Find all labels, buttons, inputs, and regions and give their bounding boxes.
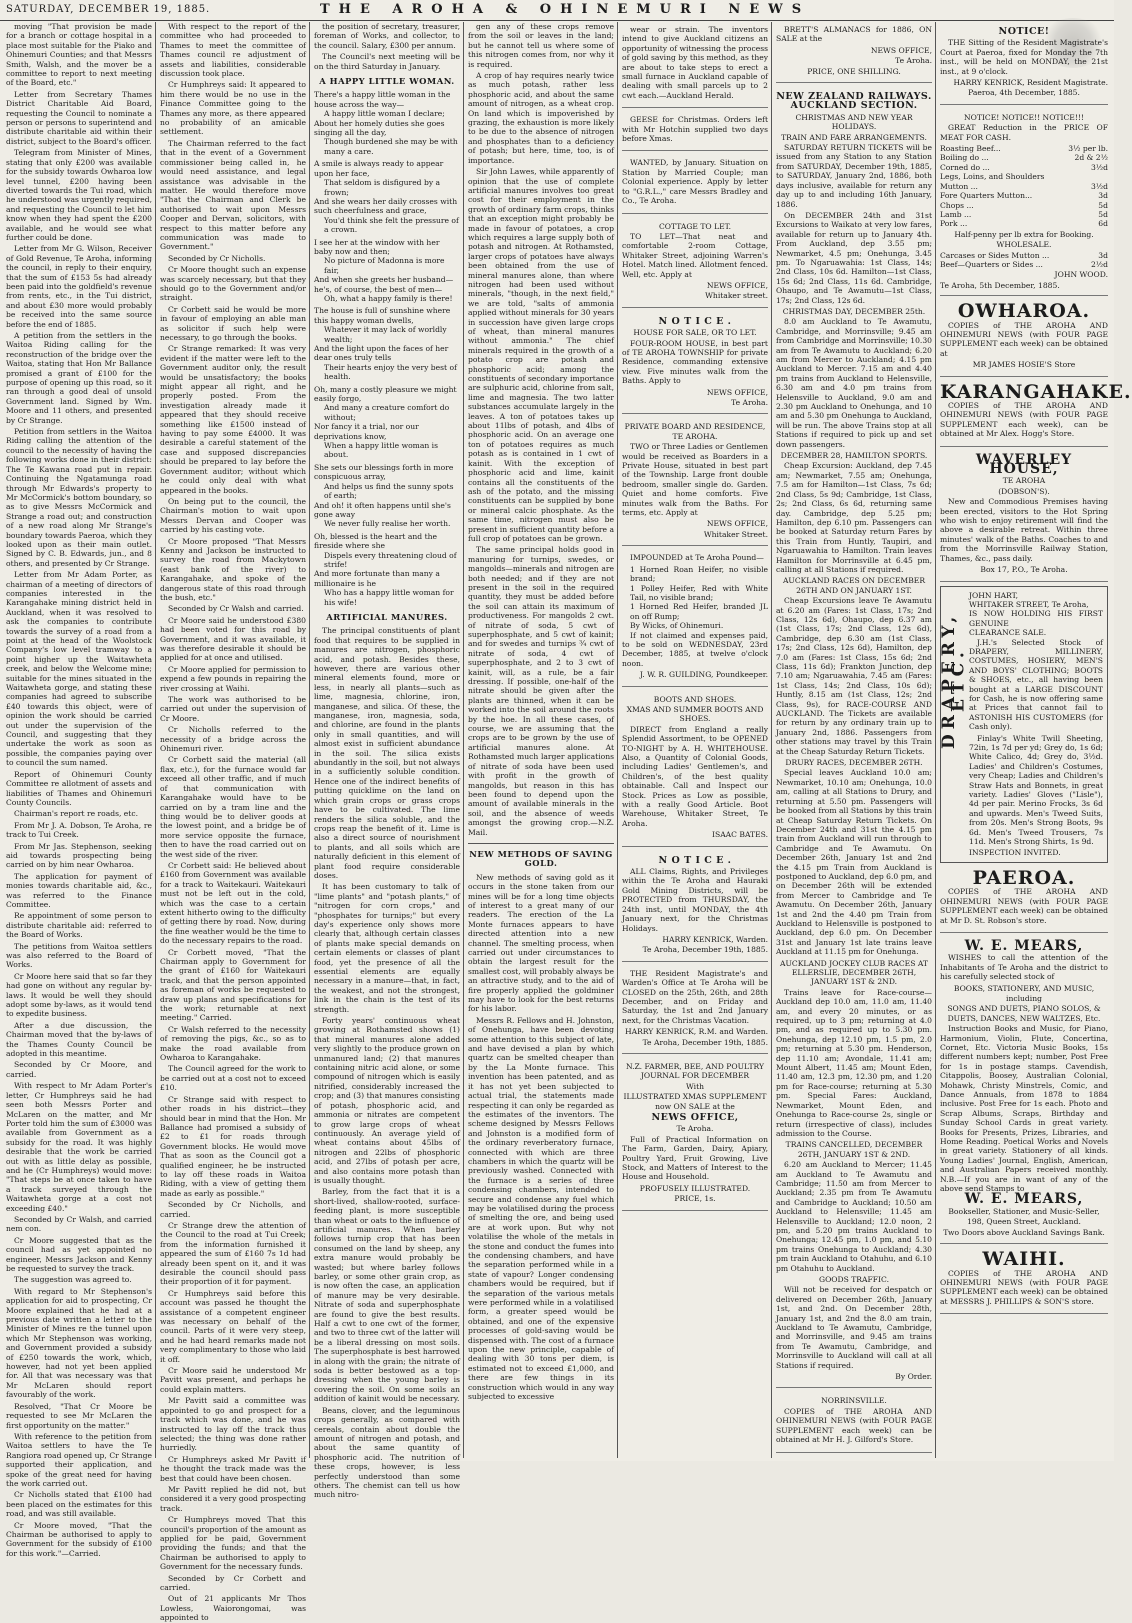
paragraph: Beans, clover, and the leguminous crops generally, as compared with cereals, contain about double the amount of nitrogen and potash, and about the same quantity of phosphoric acid. The nutrition of these crops, however, is less perfectly understood than some others. The chemist can tell us how much nitro- <box>314 1405 460 1500</box>
price-item: Carcases or Sides Mutton ... <box>940 250 1050 260</box>
list-item: 1 Horned Red Heifer, branded JL on off Rump; <box>630 602 768 621</box>
poem-line: Dispels every threatening cloud of strife! <box>324 550 457 569</box>
article-heading: A HAPPY LITTLE WOMAN. <box>319 76 455 87</box>
poem-line: And the light upon the faces of her dear ones truly tells <box>314 344 449 363</box>
ad-text: COPIES of THE AROHA AND OHINEMURI NEWS (with FOUR PAGE SUPPLEMENT each week) can be obtained at Mr D. St. Robson's store. <box>940 887 1108 925</box>
paragraph: Mr Pavitt replied he did not, but considered it a very good prospecting track. <box>160 1484 306 1513</box>
ad-heading: WAVERLEY HOUSE, <box>975 451 1073 478</box>
ad-subheading: IS NOW HOLDING HIS FIRST GENUINE <box>969 609 1103 628</box>
paragraph: The work was authorised to be carried out under the supervision of Cr Moore. <box>160 695 306 723</box>
price-row <box>940 260 1108 269</box>
poem-line: And she wears her daily crosses with such cheerfulness and grace, <box>314 196 458 216</box>
ad-heading: NOTICE! NOTICE!! NOTICE!!! <box>963 112 1084 122</box>
columns <box>0 22 1132 1623</box>
ad-john-hart <box>940 586 1108 863</box>
ad-heading: NEW ZEALAND RAILWAYS. AUCKLAND SECTION. <box>776 91 932 112</box>
poem-line: Their hearts enjoy the very best of health. <box>324 362 457 382</box>
ad-subheading: AUCKLAND JOCKEY CLUB RACES AT ELLERSLIE, DECEMBER 26TH, JANUARY 1ST & 2ND. <box>780 958 928 987</box>
paragraph: New methods of saving gold as it occurs in the stone taken from our mines will be for a long time objects of interest to a great many of our readers. The erection of the La Monte furnaces appears to have directed attention into a new channel. The smelting process, when carried out under circumstances to obtain the largest result for the smallest cost, will probably always be an attractive study, and to the aid of fire properly applied the goldminer may have to look for the best returns for his labor. <box>468 872 614 1014</box>
price-item: Pork ... <box>940 219 968 229</box>
paragraph: Cr Corbett said he would be more in favour of employing an able man as solicitor if such help were necessary, to go through the books. <box>160 304 306 342</box>
ad-office: NEWS OFFICE, <box>651 1112 739 1123</box>
paragraph: Cr Strange remarked: It was very evident if the matter were left to the Government auditor only, the result would be unsatisfactory; the books might appear all right, and he properly posted. From the investigation already made it appeared that they should receive something like £1500 instead of having to pay some £4000. It was desirable a careful statement of the case and supposed discrepancies should be prepared to lay before the Government auditor; without which he could only deal with what appeared in the books. <box>160 344 306 495</box>
ad-text: BRETT'S ALMANACS for 1886, ON SALE at the <box>776 25 932 44</box>
ad-note: Half-penny per lb extra for Booking. <box>954 229 1094 239</box>
paragraph: Cr Humphreys said: It appeared to him there would be no use in the Finance Committee going to the Thames any more, as there appeared no probability of an amicable settlement. <box>160 80 306 137</box>
poem-line: I see her at the window with her baby now and then; <box>314 237 440 256</box>
paragraph: The application for payment of monies towards charitable aid, &c., was referred to the Finance Committee. <box>6 871 152 909</box>
poem-line: And when she greets her husband—he's, of course, the best of men— <box>314 275 454 294</box>
price-row <box>940 201 1108 210</box>
ad-text: WISHES to call the attention of the Inhabitants of Te Aroha and the district to his carefully selected stock of <box>940 953 1108 982</box>
paragraph: Seconded by Cr Nicholls, and carried. <box>160 1200 306 1219</box>
paragraph: With respect to the report of the committee who had proceeded to Thames to meet the committee of Thames council re adjustment of assets and liabilities, considerable discussion took place. <box>160 22 306 79</box>
ad-date: Te Aroha, 5th December, 1885. <box>940 280 1060 290</box>
paragraph: Forty years' continuous wheat growing at Rothamsted shows (1) that mineral manures alone added very slightly to the produce grown on unmanured land; (2) that manures containing nitric acid alone, or some compound of nitrogen which is easily nitrified, considerably increased the crop; and (3) that manures consisting of potash, phosphoric acid, and ammonia or nitrates are competent to grow large crops of wheat continuously. An average yield of wheat contains about 45lbs of nitrogen and 22lbs of phosphoric acid, and 27lbs of potash per acre, and also contains more potash than is usually thought. <box>314 1016 460 1185</box>
ad-text: If not claimed and expenses paid, to be sold on WEDNESDAY, 23rd December, 1885, at twelve o'clock noon. <box>622 630 768 668</box>
ad-signature: NEWS OFFICE, <box>706 387 768 397</box>
paragraph: Cr Strange drew the attention of the Council to the road at Tui Creek; from the information furnished it appeared the sum of £160 7s 1d had already been spent on it, and it was desirable the council should pass their proportion of it for payment. <box>160 1220 306 1287</box>
paragraph: A crop of hay requires nearly twice as much potash, rather less phosphoric acid, and about the same amount of nitrogen, as a wheat crop. On land which is impoverished by grazing, the exhaustion is more likely to be due to the absence of nitrogen and phosphates than to a deficiency of potash; but here, time, too, is of importance. <box>468 71 614 165</box>
paragraph: the position of secretary, treasurer, foreman of Works, and collector, to the council. Salary, £300 per annum. <box>314 22 460 50</box>
ad-sale: CLEARANCE SALE. <box>969 628 1047 638</box>
poem-line: You'd think she felt the pressure of a crown. <box>324 215 459 235</box>
price-value: 3d <box>1098 250 1108 260</box>
ad-text: TWO or Three Ladies or Gentlemen would be received as Boarders in a Private House, situated in best part of the Township. Large front double bedroom, smaller single do. Garden. Quiet and home comforts. Five minutes walk from the Baths. For terms, etc. Apply at <box>622 442 768 518</box>
ad-town: Te Aroha. <box>895 56 932 66</box>
poem-line: There's a happy little woman in the house across the way— <box>314 90 451 109</box>
paragraph: Cr Humphreys asked Mr Pavitt if he thought the track made was the best that could have been chosen. <box>160 1454 306 1483</box>
ad-office-closed <box>622 966 768 1054</box>
ad-subheading: CHRISTMAS DAY, DECEMBER 25th. <box>782 306 926 316</box>
town-heading: OWHAROA. <box>957 300 1091 323</box>
ad-subheading: TRAINS CANCELLED, DECEMBER 26TH, JANUARY 1ST & 2ND. <box>785 1140 923 1159</box>
ad-farmer-journal <box>622 1058 768 1211</box>
ad-text: With <box>685 1081 705 1091</box>
paragraph: After a due discussion, the Chairman moved that the by-laws of the Thames County Council be adopted in this meantime. <box>6 1020 152 1059</box>
poem-line: And oh! it often happens until she's gone away <box>314 500 451 519</box>
paragraph: Seconded by Cr Walsh, and carried nem con. <box>6 1214 152 1234</box>
paragraph: Telegram from Minister of Mines, stating that only £200 was available for the subsidy towards Owharoa low level tunnel, £200 having been diverted towards the Tui road, which he understood was urgently required, and requesting the Council to let him know when they had spent the £200 available, and he would see what further could be done. <box>6 148 152 242</box>
ad-waverley <box>940 451 1108 582</box>
ad-heading: NORRINSVILLE. <box>821 1396 887 1406</box>
poem-line: Though burdened she may be with many a care. <box>324 137 458 156</box>
ad-invite: INSPECTION INVITED. <box>969 848 1061 858</box>
ad-text: GEESE for Christmas. Orders left with Mr Hotchin supplied two days before Xmas. <box>622 115 768 144</box>
price-item: Legs, Loins, and Shoulders <box>940 172 1045 182</box>
column-2 <box>160 22 306 1623</box>
price-row <box>940 191 1108 200</box>
poem-line: And more fortunate than many a millionaire is he <box>314 569 440 588</box>
ad-text: Two Doors above Auckland Savings Bank. <box>943 1227 1105 1237</box>
ad-address: WHITAKER STREET, Te Aroha, <box>969 599 1089 609</box>
ad-text: ALL Claims, Rights, and Privileges within the Te Aroha and Hauraki Gold Mining Districts, will be PROTECTED from THURSDAY, the 24th inst, until MONDAY, the 4th January next, for the Christmas Holidays. <box>622 867 768 933</box>
ad-heading: N O T I C E . <box>658 315 732 327</box>
ad-subheading: (DOBSON'S). <box>998 486 1050 496</box>
ad-signature: Whitaker street. <box>705 291 768 301</box>
price-row <box>940 210 1108 219</box>
paragraph: The Chairman referred to the fact that in the event of a Government commissioner being called in, he would need assistance, and legal assistance was advisable in the matter. He would therefore move "That the Chairman and Clerk be authorised to wait upon Messrs Cooper and Dervan, solicitors, with respect to this matter before any communication was made to Government." <box>160 138 306 252</box>
price-row <box>940 163 1108 172</box>
article-heading: NEW METHODS OF SAVING GOLD. <box>469 848 613 869</box>
poem-line: That seldom is disfigured by a frown; <box>324 178 441 197</box>
newspaper-title: THE AROHA & OHINEMURI NEWS <box>320 2 811 17</box>
ad-signature: HARRY KENRICK, Resident Magistrate. <box>953 78 1108 88</box>
ad-subheading: CHRISTMAS AND NEW YEAR HOLIDAYS. <box>795 112 913 132</box>
ad-address: 198, Queen Street, Auckland. <box>967 1217 1081 1227</box>
town-heading: PAEROA. <box>972 866 1076 889</box>
price-value: 2½d <box>1090 259 1108 269</box>
ad-text: TO LET—That neat and comfortable 2-room Cottage, Whitaker Street, adjoining Warren's Hotel. Match lined. Allotment fenced. Well, etc. Apply at <box>622 231 768 279</box>
poem-line: A happy little woman I declare; <box>324 109 445 119</box>
price-value: 5d <box>1098 209 1108 219</box>
ad-mears <box>940 937 1108 1244</box>
ad-text: COPIES of THE AROHA AND OHINEMURI NEWS (with FOUR PAGE SUPPLEMENT each week) can be obtained at MESSRS J. PHILLIPS & SON'S store. <box>940 1268 1108 1306</box>
poem-line: Whatever it may lack of worldly wealth; <box>324 325 447 344</box>
price-list <box>940 144 1108 229</box>
column-rule <box>935 22 936 1458</box>
ad-heading: COTTAGE TO LET. <box>658 221 732 231</box>
ad-paeroa <box>940 867 1108 933</box>
price-item: Mutton ... <box>940 181 978 191</box>
paragraph: Letter from Mr Adam Porter, as chairman of a meeting of directors of companies interested in the Karangahake mining district held in Auckland, when it was resolved to ask the companies to contribute towards the survey of a road from a point at the head of the Woolstock Company's low level tramway to a point higher up the Waitawheta creek, and below the Welcome mine; suitable for the mines situated in the Waitawheta gorge, and stating these companies had agreed to subscribe £40 towards this object, were of opinion the work should be carried out under the supervision of the Council, and suggesting that they undertake the work as soon as possible, the companies paying over to council the sum named. <box>6 570 152 768</box>
list-item: By Wicks, of Ohinemuri. <box>630 621 724 631</box>
masthead <box>0 0 1114 21</box>
price-item: Roasting Beef... <box>940 144 1001 154</box>
paragraph: Cr Strange said with respect to other roads in his district—they should bear in mind that the Hon. Mr Ballance had promised a subsidy of £2 to £1 for roads through Government blocks. He would move That as soon as the Council got a qualified engineer, he be instructed to lay off these roads in Waitoa Riding, with a view of getting them made as early as possible." <box>160 1094 306 1198</box>
paragraph: It has been customary to talk of "lime plants" and "potash plants," of "nitrogen for corn crops," and "phosphates for turnips;" but every day's experience only shows more clearly that, although certain classes of plants make special demands on certain elements or classes of plant food, yet the presence of all the essential elements are equally necessary in a manure—that, in fact, the weakest, and not the strongest, link in the chain is the test of its strength. <box>314 882 460 1014</box>
ad-geese <box>622 112 768 151</box>
paragraph: Cr Moore suggested that as the council had as yet appointed no engineer, Messrs Jackson and Kenny be requested to survey the track. <box>6 1235 152 1273</box>
column-7 <box>939 22 1132 1458</box>
paragraph: Cr Nicholls stated that £100 had been placed on the estimates for this road, and was still available. <box>6 1490 152 1519</box>
paragraph: The same principal holds good in manuring for turnips, swedes, or mangolds—minerals and nitrogen are both needed; and if they are not present in the soil in the required quantity, they must be added before the soil can attain its maximum of productiveness. For mangolds 2 cwt. of nitrate of soda, 5 cwt of superphosphate, and 5 cwt of kainit; and for swedes and turnips ¾ cwt of nitrate of soda, 4 cwt of superphosphate, and 2 to 3 cwt of kainit, will, as a rule, be a fair dressing. If possible, one-half of the nitrate should be given after the plants are thinned, when it can be worked into the soil around the roots by the hoe. In all these cases, of course, we are assuming that the crops are to be grown by the use of artificial manures alone. At Rothamsted much larger applications of nitrate of soda have been used with profit in the growth of mangolds, but reason in this has been found to depend upon the amount of available minerals in the soil, and the absence of weeds amongst the growing crop.—N.Z. Mail. <box>468 545 614 837</box>
ad-address: Box 17, P.O., Te Aroha. <box>980 565 1068 575</box>
ad-subheading: DECEMBER 28, HAMILTON SPORTS. <box>780 451 928 461</box>
ad-text: including <box>1006 993 1042 1003</box>
price-value: 6d <box>1098 219 1108 229</box>
price-value: 3½ per lb. <box>1068 144 1108 154</box>
poem-line: About her homely duties she goes singing all the day, <box>314 118 445 138</box>
ad-wanted <box>622 155 768 213</box>
paragraph: The suggestion was agreed to. <box>14 1275 132 1285</box>
poem-line: Nor fancy it a trial, nor our deprivations know, <box>314 422 419 441</box>
ad-heading: PRIVATE BOARD AND RESIDENCE, TE AROHA. <box>624 422 766 441</box>
paragraph: Cr Corbett moved, "That the Chairman apply to Government for the grant of £160 for Waitekauri track, and that the person appointed as foreman of works be requested to draw up plans and specifications for the work; returnable at next meeting." Carried. <box>160 947 306 1023</box>
column-4 <box>468 22 614 1458</box>
paragraph: Seconded by Cr Moore, and carried. <box>6 1060 152 1079</box>
ad-signature: Te Aroha, December 19th, 1885. <box>642 1037 768 1047</box>
ad-subheading: XMAS AND SUMMER BOOTS AND SHOES. <box>626 704 764 724</box>
paragraph: Seconded by Cr Nicholls. <box>168 253 266 263</box>
poem-line: And many a creature comfort do without; <box>324 403 450 422</box>
ad-text: Finlay's White Twill Sheeting, 72in, 1s 7d per yd; Grey do, 1s 6d; White Calico, 4d; Grey do, 3½d. Ladies' and Children's Costumes, very Cheap; Ladies and Children's Straw Hats and Bonnets, in great variety. Ladies' Gloves ("Lisle"), 4d per pair. Merino Frocks, 3s 6d and upwards. Men's Tweed Suits, from 20s. Men's Strong Boots, 9s 6d. Men's Tweed Trousers, 7s 11d. Men's Strong Shirts, 1s 9d. <box>969 733 1103 847</box>
paragraph: Cr Moore thought such an expense was scarcely necessary, but that they should go to the Government and/or straight. <box>160 265 306 303</box>
column-rule <box>771 22 772 1458</box>
ad-date: Paeroa, 4th December, 1885. <box>968 88 1080 98</box>
poem-line: The house is full of sunshine where this happy woman dwells, <box>314 306 451 325</box>
price-value: 5d <box>1098 200 1108 210</box>
ad-text: DIRECT from England a really Splendid Assortment, to be OPENED TO-NIGHT by A. H. WHITEHOUSE. Also, a Quantity of Colonial Goods, including Ladies' Gentlemen's, and Children's, of the best quality obtainable. Call and Inspect our Stock. Prices as Low as possible, with a really Good Article. Boot Warehouse, Whitaker Street, Te Aroha. <box>622 724 768 828</box>
paragraph: From Mr Jas. Stephenson, seeking aid towards prospecting being carried on by him near Owharoa. <box>6 841 152 870</box>
drapery-vertical-label: DRAPERY, ETC. <box>939 610 969 749</box>
paragraph: Seconded by Cr Walsh and carried. <box>168 604 304 614</box>
ad-text: 6.20 am Auckland to Mercer; 11.45 am Auckland to Te Awamutu and Cambridge; 11.50 am from Mercer to Auckland; 2.35 pm from Te Awamutu and Cambridge to Auckland; 10.50 am Auckland to Helensville; 11.45 am Helensville to Auckland; 12.0 noon, 2 pm, and 5.20 pm trains Auckland to Onehunga; 12.45 pm, 1.0 pm, and 5.10 pm trains Onehunga to Auckland; 4.30 pm train Auckland to Otahuhu, and 6.10 pm Otahuhu to Auckland. <box>776 1160 932 1273</box>
ad-signature: J. W. R. GUILDING, Poundkeeper. <box>639 670 768 680</box>
ad-text: THE Sitting of the Resident Magistrate's Court at Paeroa, fixed for Monday the 7th inst., will be held on MONDAY, the 21st inst., at 9 o'clock. <box>940 38 1108 76</box>
ad-text: COPIES of THE AROHA AND OHINEMURI NEWS (with FOUR PAGE SUPPLEMENT each week) can be obtained at <box>940 320 1108 358</box>
poem-line: And helps us find the sunny spots of earth; <box>324 481 454 501</box>
list-item: 1 Horned Roan Heifer, no visible brand; <box>630 564 768 584</box>
ad-town: Te Aroha. <box>676 1124 714 1134</box>
town-heading: WAIHI. <box>982 1248 1066 1271</box>
price-row <box>940 153 1108 162</box>
ad-text: Cheap Excursions leave Te Awamutu at 6.20 am (Fares: 1st Class, 17s; 2nd Class, 12s 6d), Ohaupo, dep 6.37 am (1st Class, 17s; 2nd Class, 12s 6d), Cambridge, dep 6.30 am (1st Class, 17s; 2nd Class, 12s 6d), Hamilton, dep 7.0 am (Fares: 1st Class, 15s 6d; 2nd Class, 11s 6d); Frankton Junction, dep 7.10 am; Ngaruawahia, 7.45 am (Fares: 1st Class, 14s; 2nd Class, 10s 6d); Huntly, 8.15 am (1st Class, 12s; 2nd Class, 9s), for RACE-COURSE AND AUCKLAND. The Tickets are available for return by any ordinary train up to January 2nd, 1886. Passengers from other stations may travel by this Train at the Cheap Saturday Return Tickets. <box>776 596 932 756</box>
ad-heading: BOOTS AND SHOES. <box>653 694 737 704</box>
ad-text: Instruction Books and Music, for Piano, Harmonium, Violin, Flute, Concertina, Cornet, Etc. Victoria Music Books, 15s different numbers kept; number, Post Free for 1s in postage stamps. Cavendish, Citappolis, Boosey, Australian Colonial, Mohawk, Christy Minstrels, Comic, and Dance Annuals, from 1878 to 1884 inclusive. Post Free for 1s each. Photo and Scrap Albums, Scraps, Birthday and Sunday School Cards in great variety. Books for Presents, Prizes, Libraries, and Home Reading. Poetical Works and Novels in great variety. Stationery of all kinds. Young Ladies' Journal, English, American, and Australian Papers received monthly. N.B.—If you are in want of any of the above send Stamps to <box>940 1024 1108 1194</box>
paragraph: Barley, from the fact that it is a short-lived, shallow-rooted, surface-feeding plant, is more susceptible than wheat or oats to the influence of artificial manures. When barley follows turnip crop that has been consumed on the land by sheep, any extra manure would probably be wasted; but where barley follows barley, or some other grain crop, as is now often the case, an application of manure may be very desirable. Nitrate of soda and superphosphate are found to give the best results. Half a cwt to one cwt of the former, and two to three cwt of the latter will be a liberal dressing on most soils. The superphosphate is best harrowed in along with the grain; the nitrate of soda is better bestowed as a top-dressing when the young barley is covering the soil. On some soils an addition of kainit would be necessary. <box>314 1187 460 1404</box>
ad-text: Trains leave for Race-course—Auckland dep 10.0 am, 11.0 am, 11.40 am, and every 20 minutes, or as required, up to 3 pm; returning at 4.0 pm, and as required up to 5.30 pm. Onehunga, dep 12.10 pm, 1.5 pm, 2.0 pm; returning at 5.30 pm. Henderson, dep 11.10 am; Avondale, 11.41 am; Mount Albert, 11.45 am; Mount Eden, 11.40 am, 12.3 pm, 12.30 pm, and 1.20 pm for Race-course; returning at 5.30 pm. Special Fares: Auckland, Newmarket, Mount Eden, and Onehunga to Race-course 2s, single or return (irrespective of class), includes admission to the Course. <box>776 987 932 1138</box>
price-value: 3d <box>1098 191 1108 201</box>
price-row <box>940 172 1108 181</box>
column-rule <box>309 22 310 1458</box>
poem-line: No picture of Madonna is more fair, <box>324 256 445 275</box>
ad-text: FOUR-ROOM HOUSE, in best part of TE AROHA TOWNSHIP for private Residence, commanding extensive view. Five minutes walk from the Baths. Apply to <box>622 338 768 386</box>
ad-impounded <box>622 550 768 686</box>
ad-signature: HARRY KENRICK, Warden. <box>662 934 768 944</box>
ad-text: COPIES of THE AROHA AND OHINEMURI NEWS (with FOUR PAGE SUPPLEMENT each week) can be obtained at Mr H. J. Gilford's Store. <box>776 1406 932 1445</box>
paragraph: From Mr J. A. Dobson, Te Aroha, re track to Tui Creek. <box>6 820 152 840</box>
ad-text: COPIES of THE AROHA AND OHINEMURI NEWS (with FOUR PAGE SUPPLEMENT each week), can be obtained at Mr Alex. Hogg's Store. <box>940 401 1108 439</box>
price-item: Fore Quarters Mutton... <box>940 191 1033 201</box>
poem-line: When a happy little woman is about. <box>324 441 439 460</box>
issue-date: SATURDAY, DECEMBER 19, 1885. <box>6 4 211 15</box>
paragraph: Cr Corbett said the material (all flax, etc.), for the furnace would far exceed all other traffic, and if much of that communication with Karangahake would have to be carried on by a tram line and the thing would be to deliver goods at the lowest point, and a bridge be of more service opposite the furnace, then to have the road carried out on the west side of the river. <box>160 755 306 859</box>
ad-court-notice <box>940 22 1108 105</box>
paragraph: Out of 21 applicants Mr Thos Lowless, Waiorongomai, was appointed to <box>160 1594 306 1623</box>
ad-heading: N O T I C E . <box>658 854 732 866</box>
paragraph: Cr Moore said he understood £380 had been voted for this road by Government, and it was available, it was therefore desirable it should be applied for at once and utilised. <box>160 615 306 663</box>
town-heading: KARANGAHAKE. <box>940 380 1132 403</box>
price-item: Lamb ... <box>940 209 972 219</box>
paragraph: The Council's next meeting will be on the third Saturday in January. <box>314 52 460 71</box>
paragraph: Mr Pavitt said a committee was appointed to go and prospect for a track which was done, and he was instructed to lay off the track thus selected; the thing was done rather hurriedly. <box>160 1396 306 1453</box>
price-item: Beef—Quarters or Sides ... <box>940 259 1043 269</box>
price-list <box>940 251 1108 270</box>
paragraph: Cr Moore said he understood Mr Pavitt was present, and perhaps he could explain matters. <box>160 1366 306 1394</box>
ad-house <box>622 312 768 415</box>
paragraph: Re appointment of some person to distribute charitable aid: referred to the Board of Works. <box>6 911 152 940</box>
ad-signature: ISAAC BATES. <box>712 830 768 840</box>
paragraph: Seconded by Cr Corbett and carried. <box>160 1573 306 1592</box>
ad-boots <box>622 691 768 847</box>
ad-waihi <box>940 1248 1108 1314</box>
ad-heading: IMPOUNDED at Te Aroha Pound— <box>630 553 764 563</box>
ad-norrinsville <box>776 1392 932 1452</box>
ad-subheading: HOUSE FOR SALE, OR TO LET. <box>633 328 757 338</box>
ad-meat <box>940 109 1108 296</box>
ad-railways <box>776 87 932 1388</box>
paragraph: Cr Moore here said that so far they had gone on without any regular by-laws. It would be well they should adopt some by-laws, as it would tend to expedite business. <box>6 971 152 1019</box>
ad-signature: By Order. <box>895 1372 932 1382</box>
paragraph: wear or strain. The inventors intend to give Auckland citizens an opportunity of witnessing the process of gold saving by this method, as they are about to take steps to erect a small furnace in Auckland capable of dealing with small parcels up to 2 cwt each.—Auckland Herald. <box>622 25 768 100</box>
ad-signature: NEWS OFFICE, <box>706 280 768 290</box>
ad-signature: Whitaker Street. <box>703 529 768 539</box>
paragraph: Cr Moore moved, "That the Chairman be authorised to apply to Government for the subsidy of £100 for this work."—Carried. <box>6 1520 152 1558</box>
ad-board <box>622 418 768 546</box>
ad-heading: JOHN HART, <box>969 590 1019 600</box>
price-item: Boiling do ... <box>940 153 989 163</box>
ad-text: On DECEMBER 24th and 31st Excursions to Waikato at very low fares, available for return up to January 4th. From Auckland, dep 3.55 pm; Newmarket, 4.5 pm; Onehunga, 3.45 pm. To Ngaruawahia: 1st Class, 14s; 2nd Class, 10s 6d. Hamilton—1st Class, 15s 6d; 2nd Class, 11s 6d. Cambridge, Ohaupo, and Te Awamutu—1st Class, 17s; 2nd Class, 12s 6d. <box>776 210 932 305</box>
column-3 <box>314 22 460 1500</box>
paragraph: Messrs R. Fellows and H. Johnston, of Onehunga, have been devoting some attention to this subject of late, and have devised a plan by which quartz can be smelted cheaper than by the La Monte furnace. This invention has been patented, and as it has not yet been subjected to actual trial, the statements made respecting it can only be regarded as the estimates of the inventors. The scheme designed by Messrs Fellows and Johnston is a modified form of the ordinary reverberatory furnace, connected with which are three chambers in which the quartz will be previously washed. Connected with the furnace is a series of three condensing chambers, intended to secure and condense any fuel which may be volatilised during the process of smelting the ore, and being used are at work upon. But why not volatilise the whole of the metals in the stone and conduct the fumes into the condensing chambers, and have the separation performed while in a state of vapour? Longer condensing chambers would be required, but if the separation of the various metals were performed while in a volatilised form, a greater speed would be obtained, and one of the expensive processes of gold-saving would be dispensed with. The cost of a furnace upon the new principle, capable of dealing with 30 tons per diem, is estimated not to exceed £1,000, and there are few things in its construction which would in any way subjected to excessive <box>468 1015 614 1402</box>
ad-price: PRICE, ONE SHILLING. <box>807 66 901 76</box>
paragraph: gen any of these crops remove from the soil or leaves in the land; but he cannot tell us where some of this nitrogen comes from, nor why it is required. <box>468 22 614 69</box>
ad-text: THE Resident Magistrate's and Warden's Office at Te Aroha will be CLOSED on the 25th, 26th, and 28th December, and on Friday and Saturday, the 1st and 2nd January next, for the Christmas Vacation. <box>622 968 768 1025</box>
paragraph: With reference to the petition from Waitoa settlers to have the Te Rangiora road opened up, Cr Strange supported their application, and spoke of the great need for having the work carried out. <box>6 1431 152 1488</box>
paragraph: The petitions from Waitoa settlers was also referred to the Board of Works. <box>6 941 152 970</box>
ad-subheading: TRAIN AND FARE ARRANGEMENTS. <box>781 132 927 142</box>
ad-block <box>622 22 768 108</box>
ad-subheading: GOODS TRAFFIC. <box>819 1275 889 1284</box>
ad-text: SATURDAY RETURN TICKETS will be issued from any Station to any Station from SATURDAY, December 19th, 1885, to SATURDAY, January 2nd, 1886, both days inclusive, available for return any day up to and including 16th January, 1886. <box>776 143 932 209</box>
paragraph: On being put to the council, the Chairman's motion to wait upon Messrs Dervan and Cooper was carried by his casting vote. <box>160 496 306 535</box>
ad-subheading: WHOLESALE. <box>996 240 1052 250</box>
paragraph: Cr Humphreys moved That this council's proportion of the amount as applied for be paid, Government providing the funds; and that the Chairman be authorised to apply to Government for the necessary funds. <box>160 1515 306 1572</box>
ad-signature: Te Aroha. <box>731 398 768 407</box>
column-rule <box>155 22 156 1458</box>
ad-signature: MR JAMES HOSIE'S Store <box>972 360 1076 370</box>
ad-town: TE AROHA <box>1002 476 1046 486</box>
poem-line: A smile is always ready to appear upon her face, <box>314 159 444 178</box>
ad-text: Full of Practical Information on The Farm, Garden, Dairy, Apiary, Poultry Yard, Fruit Growing, Live Stock, and Matters of Interest to the House and Household. <box>622 1134 768 1182</box>
ad-subheading: ILLUSTRATED XMAS SUPPLEMENT now ON SALE at the <box>623 1092 767 1111</box>
paragraph: Cr Moore applied for permission to expend a few pounds in repairing the river crossing at Waihi. <box>160 664 306 693</box>
divider <box>468 843 614 844</box>
ad-signature: HARRY KENRICK, R.M. and Warden. <box>624 1027 768 1037</box>
ad-almanacs <box>776 22 932 83</box>
ad-karangahake <box>940 380 1132 447</box>
poem <box>314 90 460 607</box>
ad-text: J.H.'s Selected Stock of DRAPERY, MILLINERY, COSTUMES, HOSIERY, MEN'S AND BOYS' CLOTHING; BOOTS & SHOES, etc., all having been bought at a LARGE DISCOUNT for Cash, he is now offering same at Prices that cannot fail to ASTONISH HIS CUSTOMERS (for Cash only). <box>969 637 1103 732</box>
impound-list <box>622 565 768 631</box>
ad-text: Special leaves Auckland 10.0 am; Newmarket, 10.10 am; Onehunga, 10.0 am, calling at all Stations to Drury, and returning at 5.50 pm. Passengers will be booked from all Stations by this train at Cheap Saturday Return Tickets. On December 24th and 31st the 4.15 pm train from Auckland will run through to Cambridge and Te Awamutu. On December 26th, January 1st and 2nd the 4.15 pm Train from Auckland is postponed to Auckland, dep 6.0 pm, and on December 26th will be extended from Mercer to Cambridge and Te Awamutu. On December 26th, January 1st and 2nd the 4.40 pm Train from Auckland to Helensville is postponed to Auckland, dep 6.0 pm. On December 31st and January 1st late trains leave Auckland at 11.15 pm for Onehunga. <box>776 768 932 957</box>
price-row <box>940 251 1108 260</box>
ad-cottage <box>622 218 768 308</box>
column-rule <box>463 22 464 1458</box>
paragraph: Petition from settlers in the Waitoa Riding calling the attention of the council to the necessity of having the following works done in their district: The Te Kawana road put in repair. Continuing the Ngatamunga road through Mr Edwards's property to Mr McCormick's bottom boundary, so as to give Messrs McCormick and Strange a road out; and construction of a new road along Mr Strange's boundary towards Paeroa, which they looked upon as their main outlet. Signed by C. B. Edwards, jun., and 8 others, and presented by Cr Strange. <box>6 427 152 568</box>
ad-text: 8.0 am Auckland to Te Awamutu, Cambridge, and Morrinsville; 9.45 am from Cambridge and Morrinsville; 10.30 am from Te Awamutu to Auckland; 6.20 am from Mercer to Auckland; 4.15 pm Auckland to Mercer. 7.15 am and 4.40 pm trains from Auckland to Helensville, 6.30 am and 4.0 pm trains from Helensville to Auckland, 9.0 am and 2.30 pm Auckland to Onehunga, and 10 am and 5.30 pm Onehunga to Auckland, will be run. The above Trains stop at all Stations if required to pick up and set down passengers. <box>776 317 933 449</box>
article-heading: ARTIFICIAL MANURES. <box>326 611 448 622</box>
poem-line: Oh, many a costly pleasure we might easily forgo, <box>314 384 457 404</box>
paragraph: Cr Walsh referred to the necessity of removing the pigs, &c., so as to make the road available from Owharoa to Karangahake. <box>160 1024 306 1063</box>
ad-owharoa <box>940 300 1108 376</box>
ad-illustrated: PROFUSELY ILLUSTRATED. <box>639 1183 751 1193</box>
ad-subheading: BOOKS, STATIONERY, AND MUSIC, <box>953 983 1095 993</box>
paragraph: Letter from Mr G. Wilson, Receiver of Gold Revenue, Te Aroha, informing the council, in reply to their enquiry, that the sum of £153 5s had already been paid into the goldfield's revenue from rents, etc., in the Tui district, and about £30 more would probably be received into the same source before the end of 1885. <box>6 244 152 329</box>
price-row <box>940 144 1108 153</box>
paragraph: moving "That provision be made for a branch or cottage hospital in a place most suitable for the Piako and Ohinemuri Counties; and that Messrs Smith, Walsh, and the mover be a committee to report to next meeting of the Board, etc." <box>6 22 152 88</box>
paragraph: Cr Nicholls referred to the necessity of a bridge across the Ohinemuri river. <box>160 725 306 754</box>
poem-line: We never fully realise her worth. <box>324 519 451 529</box>
paragraph: Cr Humphreys said before this account was passed he thought the assistance of a competent engineer was necessary on behalf of the council. Parts of it were very steep, and he had heard remarks made not very complimentary to those who laid it off. <box>160 1288 306 1364</box>
paragraph: Chairman's report re roads, etc. <box>14 809 139 819</box>
poem-line: She sets our blessings forth in more conspicuous array, <box>314 462 454 482</box>
ad-text: Will not be received for despatch or delivered on December 26th, January 1st, and 2nd. On December 28th, January 1st, and 2nd the 8.0 am train, Auckland to Te Awamutu, Cambridge, and Morrinsville, and 9.45 am trains from Te Awamutu, Cambridge, and Morrinsville to Auckland will call at all Stations if required. <box>776 1285 932 1370</box>
ad-office: NEWS OFFICE, <box>870 45 932 55</box>
column-6 <box>776 22 932 1458</box>
paragraph: With regard to Mr Stephenson's application for aid to prospecting, Cr Moore explained that he had at a previous date written a letter to the Minister of Mines re the tunnel upon which Mr Stephenson was working, and Government provided a subsidy of £250 towards the work, which, however, had not yet been applied for. All that was necessary was that Mr McLaren should report favourably of the work. <box>6 1286 152 1400</box>
ad-text: New and Commodious Premises having been erected, visitors to the Hot Spring who wish to enjoy retirement will find the above a desirable retreat. Within three minutes' walk of the Baths. Coaches to and from the Morrinsville Railway Station, Thames, &c., pass daily. <box>940 497 1108 563</box>
paragraph: With respect to Mr Adam Porter's letter, Cr Humphreys said he had seen both Messrs Porter and McLaren on the matter, and Mr Porter told him the sum of £3000 was available from Government as a subsidy for the road. It was highly desirable that the work be carried out with as little delay as possible, and he (Cr Humphreys) would move: "That steps be at once taken to have a track surveyed through the Waitawheta gorge at a cost not exceeding £40." <box>6 1081 152 1213</box>
paragraph: The principal constituents of plant food that requires to be supplied in manures are nitrogen, phosphoric acid, and potash. Besides these, however, there are various other mineral elements found, more or less, in nearly all plants—such as lime, magnesia, chlorine, iron, manganese, and silica. Of these, the manganese, iron, magnesia, soda, and chlorine, are found in the plants only in small quantities, and will almost exist in sufficient abundance in the soil. The silica exists abundantly in the soil, but not always in a sufficiently soluble condition. Hence one of the indirect benefits of putting quicklime on the land on which grain crops or grass crops have to be cultivated. The lime renders the silica soluble, and the crops reap the benefit of it. Lime is also a direct source of nourishment to plants, and all soils which are naturally deficient in this element of plant food require considerable doses. <box>314 626 460 880</box>
price-value: 3½d <box>1090 162 1108 172</box>
ad-text: GREAT Reduction in the PRICE OF MEAT FOR CASH. <box>940 123 1108 142</box>
price-row <box>940 182 1108 191</box>
ad-claims-notice <box>622 851 768 962</box>
ad-heading: N.Z. FARMER, BEE, AND POULTRY JOURNAL FOR DECEMBER <box>625 1061 765 1081</box>
paragraph: Cr Corbett said: He believed about £160 from Government was available for a track to Waitekauri. Waitekauri must not be left out in the cold, which was the case to a certain extent hitherto owing to the difficulty of getting there by road. Now, during the fine weather would be the time to do the necessary repairs to the road. <box>160 860 306 946</box>
paragraph: Resolved, "That Cr Moore be requested to see Mr McLaren the first opportunity on the matter." <box>6 1401 152 1430</box>
ad-subheading: SONGS AND DUETS, PIANO SOLOS, & DUETS, DANCES, NEW WALTZES, Etc. <box>947 1004 1101 1023</box>
price-item: Chops ... <box>940 200 974 210</box>
ad-heading: W. E. MEARS, <box>964 937 1084 954</box>
ad-signature: NEWS OFFICE, <box>706 519 768 529</box>
paragraph: Sir John Lawes, while apparently of opinion that the use of complete artificial manures involves too great cost for their employment in the growth of ordinary farm crops, thinks that an exception might probably be made in favour of potatoes, a crop which requires a large supply both of potash and nitrogen. At Rothamsted, larger crops of potatoes have always been obtained from the use of mineral manures alone, than where nitrogen had been used without minerals, "though, in the next field," we are told, "salts of ammonia applied without minerals for 30 years in succession have given large crops of wheat, than mineral manures without ammonia." The chief minerals required in the growth of a potato crop are potash and phosphoric acid; among the constituents of secondary importance are sulphuric acid, chlorine from salt, lime and magnesia. The two latter substances accumulate largely in the leaves. A ton of potatoes takes up about 11lbs of potash, and 4lbs of phosphoric acid. On an average one ton of potatoes requires as much potash as is contained in 1 cwt of kainit. With the exception of phosphoric acid and lime, kainit contains all the constituents of the ash of the potato, and the missing constituents can be supplied by bone or mineral calcic phosphate. As the same time, nitrogen must also be present in sufficient quantity before a full crop of potatoes can be grown. <box>468 167 614 543</box>
ad-text: Cheap Excursion: Auckland, dep 7.45 am; Newmarket, 7.55 am; Onehunga, 7.5 am for Hamilton—1st Class, 7s 6d; 2nd Class, 5s 9d; Cambridge, 1st Class, 2s; 2nd Class, 6s 6d, returning same day. Cambridge, dep 5.25 pm; Hamilton, dep 6.10 pm. Passengers can be booked at Saturday return Fares by this Train from Huntly, Taupiri, and Ngaruawahia to Hamilton. Train leaves Hamilton for Morrinsville at 6.45 pm, calling at all Stations if required. <box>776 461 932 574</box>
paragraph: Letter from Secretary Thames District Charitable Aid Board, requesting the Council to nominate a person or persons to superintend and distribute charitable aid within their district, subject to the Board's officer. <box>6 89 152 146</box>
paragraph: Cr Moore proposed "That Messrs Kenny and Jackson be instructed to survey the road from Mackytown (east bank of the river) to Karangahake, and spoke of the dangerous state of this road through the bush, etc." <box>160 536 306 602</box>
column-rule <box>617 22 618 1458</box>
ad-signature: W. E. MEARS, <box>964 1191 1084 1208</box>
list-item: 1 Polley Heifer, Red with White Tail, no visible brand; <box>630 583 768 602</box>
poem-line: Oh, blessed is the heart and the fireside where she <box>314 531 438 551</box>
ad-signature: Te Aroha, December 19th, 1885. <box>642 945 768 955</box>
ad-subheading: DRURY RACES, DECEMBER 26TH. <box>785 758 923 768</box>
poem-line: Oh, what a happy family is there! <box>324 293 453 303</box>
poem-line: Who has a happy little woman for his wife! <box>324 588 454 607</box>
ad-subheading: AUCKLAND RACES ON DECEMBER 26TH AND ON JANUARY 1ST. <box>782 576 926 595</box>
price-value: 3½d <box>1090 181 1108 191</box>
paragraph: The Council agreed for the work to be carried out at a cost not to exceed £10. <box>160 1064 306 1093</box>
price-row <box>940 219 1108 228</box>
ad-heading: NOTICE! <box>998 26 1050 37</box>
ad-text: Bookseller, Stationer, and Music-Seller, <box>948 1206 1100 1216</box>
ad-signature: JOHN WOOD. <box>1054 270 1108 280</box>
ad-text: WANTED, by January. Situation on Station by Married Couple; man Colonial experience. Apply by letter to "G.R.L.," care Messrs Bradley and Co., Te Aroha. <box>622 158 768 206</box>
price-item: Corned do ... <box>940 162 990 172</box>
column-5 <box>622 22 768 1458</box>
ad-price: PRICE, 1s. <box>674 1194 716 1204</box>
paragraph: Report of Ohinemuri County Committee re allotment of assets and liabilities of Thames and Ohinemuri County Councils. <box>6 769 152 807</box>
column-1 <box>6 22 152 1558</box>
paragraph: A petition from the settlers in the Waitoa Riding calling for the reconstruction of the bridge over the Waitoa, stating that Hon Mr Ballance promised a grant of £100 for the purpose of opening up this road, so it ran through a good deal of unsold Government land. Signed by Wm. Moore and 11 others, and presented by Cr Strange. <box>6 331 152 425</box>
price-value: 2d & 2½ <box>1074 153 1108 163</box>
